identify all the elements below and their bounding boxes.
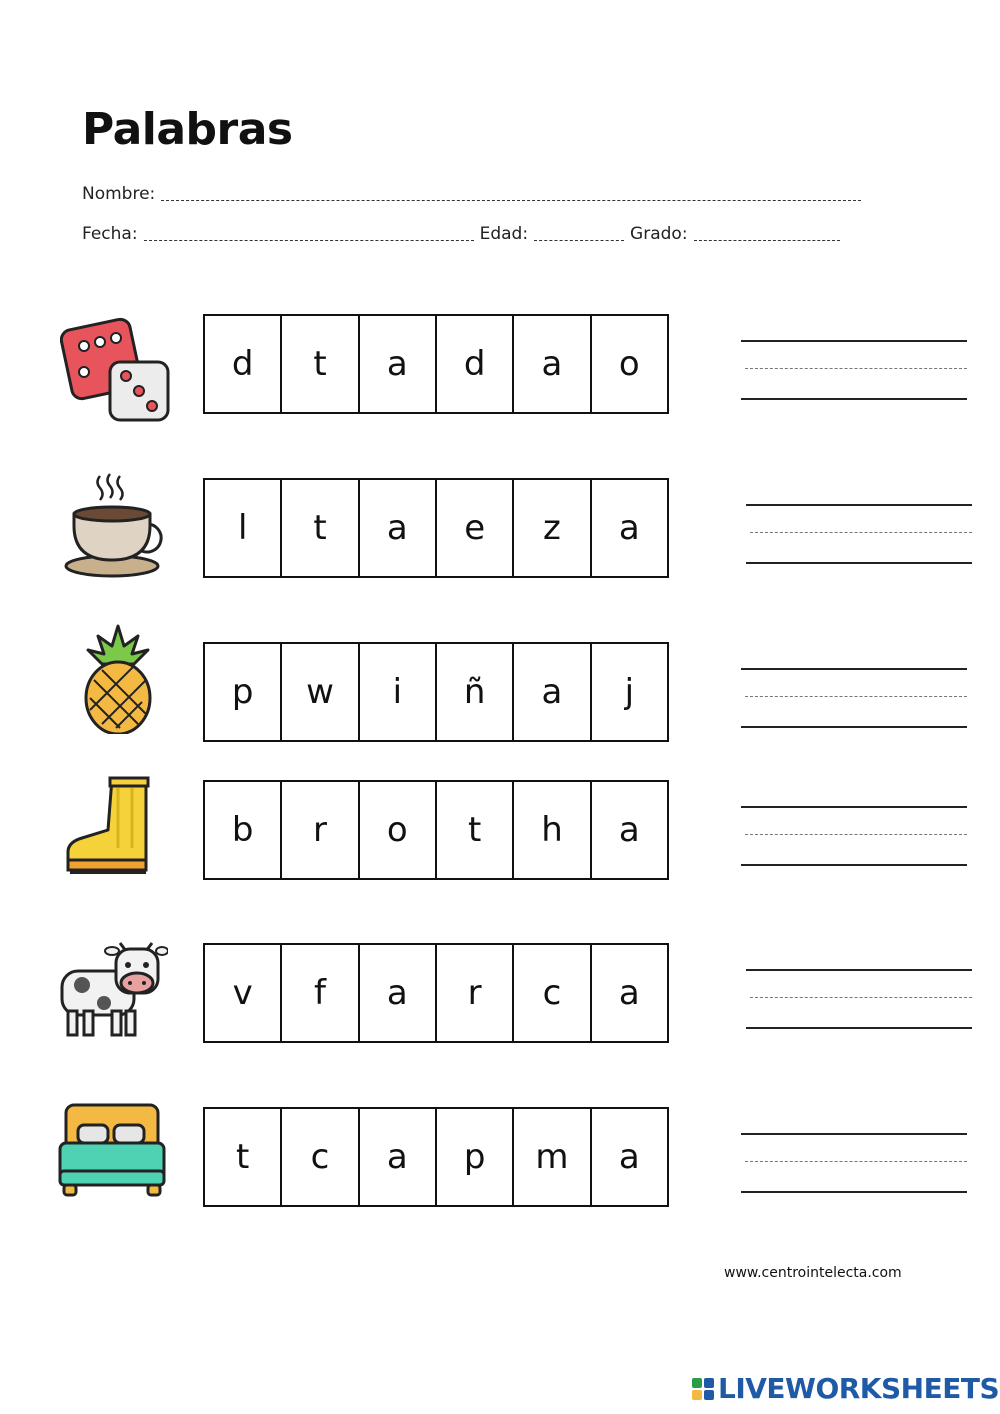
fecha-blank[interactable]	[144, 228, 474, 241]
answer-input[interactable]	[741, 344, 967, 396]
letter-box[interactable]: o	[618, 344, 640, 384]
writing-line-top	[746, 969, 972, 971]
answer-lines	[741, 806, 967, 868]
letter-box[interactable]: a	[618, 810, 640, 850]
word-row-5	[0, 943, 1000, 1043]
answer-lines	[746, 969, 972, 1031]
cow-icon	[56, 935, 168, 1047]
letter-box[interactable]: t	[282, 480, 359, 576]
letter-box[interactable]: m	[514, 1109, 591, 1205]
bed-icon	[56, 1099, 168, 1211]
letter-boxes	[203, 1107, 669, 1207]
writing-line-top	[746, 504, 972, 506]
letter-box[interactable]: z	[514, 480, 591, 576]
letter-box[interactable]: f	[282, 945, 359, 1041]
writing-line-bottom	[746, 562, 972, 564]
word-row-3	[0, 642, 1000, 742]
letter-box[interactable]: r	[437, 945, 514, 1041]
nombre-field	[82, 184, 867, 204]
letter-box[interactable]: a	[514, 316, 591, 412]
edad-blank[interactable]	[534, 228, 624, 241]
letter-box[interactable]: i	[360, 644, 437, 740]
grado-label: Grado:	[630, 224, 688, 244]
letter-box[interactable]: a	[618, 508, 640, 548]
letter-box[interactable]: l	[205, 480, 282, 576]
fecha-edad-grado-fields	[82, 224, 846, 244]
letter-box[interactable]: h	[514, 782, 591, 878]
letter-box[interactable]: d	[205, 316, 282, 412]
word-row-4	[0, 780, 1000, 880]
answer-lines	[741, 668, 967, 730]
letter-box[interactable]: d	[437, 316, 514, 412]
answer-input[interactable]	[741, 1137, 967, 1189]
letter-box[interactable]: r	[282, 782, 359, 878]
writing-line-bottom	[741, 864, 967, 866]
letter-box[interactable]: a	[360, 1109, 437, 1205]
letter-box[interactable]: t	[205, 1109, 282, 1205]
letter-box[interactable]: j	[624, 672, 635, 712]
edad-label: Edad:	[479, 224, 529, 244]
logo-squares-icon	[692, 1378, 714, 1400]
word-row-2	[0, 478, 1000, 578]
letter-box[interactable]: w	[282, 644, 359, 740]
dice-icon	[60, 312, 172, 424]
writing-line-top	[741, 806, 967, 808]
word-row-1	[0, 314, 1000, 414]
letter-box[interactable]: p	[205, 644, 282, 740]
letter-box[interactable]: o	[360, 782, 437, 878]
page-title: Palabras	[82, 104, 293, 155]
liveworksheets-logo	[692, 1372, 999, 1405]
letter-box[interactable]: t	[437, 782, 514, 878]
letter-box[interactable]: a	[618, 1137, 640, 1177]
nombre-label: Nombre:	[82, 184, 156, 204]
nombre-blank[interactable]	[161, 188, 861, 201]
answer-input[interactable]	[746, 973, 972, 1025]
writing-line-bottom	[741, 726, 967, 728]
coffee-cup-icon	[62, 470, 174, 582]
writing-line-top	[741, 340, 967, 342]
answer-input[interactable]	[746, 508, 972, 560]
letter-box[interactable]: p	[437, 1109, 514, 1205]
letter-box[interactable]: ñ	[437, 644, 514, 740]
letter-box[interactable]: a	[360, 316, 437, 412]
letter-boxes	[203, 478, 669, 578]
letter-box[interactable]: t	[282, 316, 359, 412]
footer-url: www.centrointelecta.com	[724, 1265, 902, 1281]
letter-boxes	[203, 780, 669, 880]
grado-blank[interactable]	[694, 228, 840, 241]
boot-icon	[52, 774, 164, 886]
writing-line-top	[741, 668, 967, 670]
writing-line-top	[741, 1133, 967, 1135]
letter-box[interactable]: a	[618, 973, 640, 1013]
writing-line-bottom	[746, 1027, 972, 1029]
letter-box[interactable]: v	[205, 945, 282, 1041]
answer-input[interactable]	[741, 672, 967, 724]
letter-box[interactable]: a	[360, 480, 437, 576]
answer-lines	[741, 1133, 967, 1195]
letter-boxes	[203, 314, 669, 414]
answer-input[interactable]	[741, 810, 967, 862]
writing-line-bottom	[741, 398, 967, 400]
writing-line-bottom	[741, 1191, 967, 1193]
letter-box[interactable]: c	[514, 945, 591, 1041]
letter-boxes	[203, 642, 669, 742]
letter-box[interactable]: a	[514, 644, 591, 740]
fecha-label: Fecha:	[82, 224, 138, 244]
letter-box[interactable]: b	[205, 782, 282, 878]
brand-name: LIVEWORKSHEETS	[718, 1372, 1000, 1405]
answer-lines	[746, 504, 972, 566]
letter-box[interactable]: a	[360, 945, 437, 1041]
letter-box[interactable]: e	[437, 480, 514, 576]
answer-lines	[741, 340, 967, 402]
letter-boxes	[203, 943, 669, 1043]
word-row-6	[0, 1107, 1000, 1207]
letter-box[interactable]: c	[282, 1109, 359, 1205]
pineapple-icon	[62, 622, 174, 734]
